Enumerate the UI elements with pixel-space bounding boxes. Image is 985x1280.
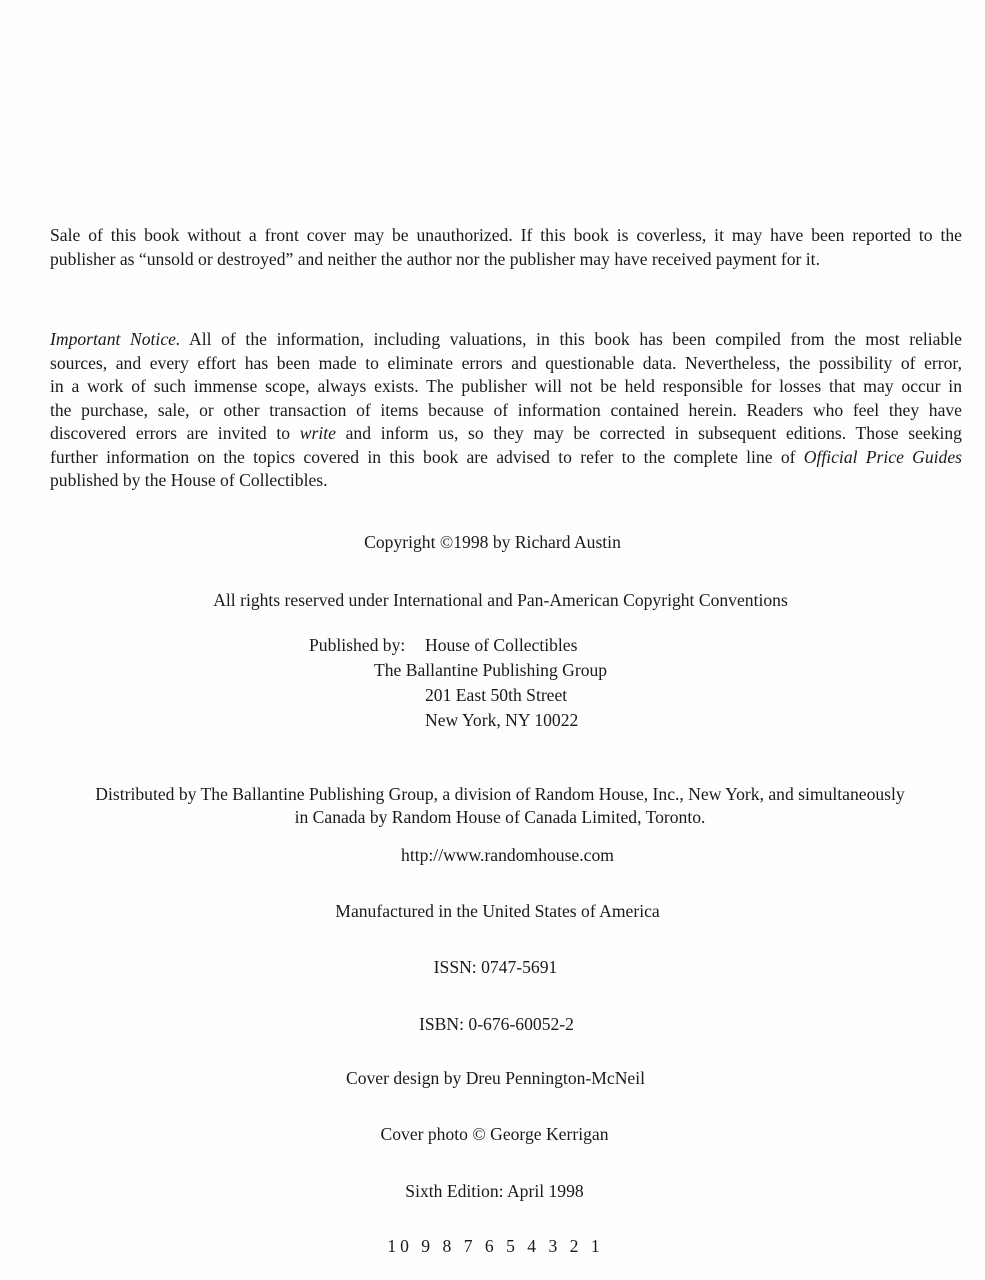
notice-emphasis: Official Price Guides xyxy=(803,446,962,467)
notice-lead: Important Notice. xyxy=(50,329,181,349)
notice-line: published by the House of Collectibles. xyxy=(50,470,328,490)
publisher-line: 201 East 50th Street xyxy=(425,685,568,705)
published-by-label: Published by: xyxy=(309,635,406,655)
copyright-line: Copyright ©1998 by Richard Austin xyxy=(364,532,621,552)
isbn-line: ISBN: 0-676-60052-2 xyxy=(419,1014,574,1034)
cover-photo-credit: Cover photo © George Kerrigan xyxy=(380,1124,609,1144)
publisher-line: New York, NY 10022 xyxy=(425,710,579,730)
notice-line xyxy=(50,422,962,446)
distribution-notice xyxy=(58,783,942,830)
notice-line: in a work of such immense scope, always exists. The publisher will not be held responsible for losses that may occur in xyxy=(50,376,962,396)
distribution-line: Distributed by The Ballantine Publishing Group, a division of Random House, Inc., New York, and simultaneously xyxy=(95,783,905,804)
website-url: http://www.randomhouse.com xyxy=(401,845,614,865)
rights-line: All rights reserved under International and Pan-American Copyright Conventions xyxy=(213,590,788,610)
manufactured-line: Manufactured in the United States of America xyxy=(335,901,660,921)
sale-notice-line: Sale of this book without a front cover may be unauthorized. If this book is coverless, it may have been reported to the xyxy=(50,225,962,245)
distribution-line: in Canada by Random House of Canada Limited, Toronto. xyxy=(294,807,706,828)
notice-emphasis: write xyxy=(299,423,336,443)
notice-line xyxy=(50,328,962,352)
notice-line: the purchase, sale, or other transaction of items because of information contained herein. Readers who feel they have xyxy=(50,399,962,420)
edition-line: Sixth Edition: April 1998 xyxy=(405,1181,584,1201)
publisher-line: The Ballantine Publishing Group xyxy=(374,660,608,680)
cover-design-credit: Cover design by Dreu Pennington-McNeil xyxy=(345,1068,646,1088)
notice-line: sources, and every effort has been made to eliminate errors and questionable data. Nevertheless, the possibility of error, xyxy=(50,352,962,373)
notice-text: and inform us, so they may be corrected in subsequent editions. Those seeking xyxy=(335,423,962,443)
issn-line: ISSN: 0747-5691 xyxy=(433,957,558,977)
important-notice xyxy=(50,328,962,493)
notice-text: All of the information, including valuations, in this book has been compiled from the most reliable xyxy=(180,329,962,349)
notice-text: discovered errors are invited to xyxy=(50,423,300,443)
publisher-line: House of Collectibles xyxy=(425,635,578,655)
printing-line: 10 9 8 7 6 5 4 3 2 1 xyxy=(387,1236,604,1256)
sale-notice xyxy=(50,224,962,271)
notice-line xyxy=(50,446,962,470)
notice-text: further information on the topics covered in this book are advised to refer to the complete line of xyxy=(50,446,804,467)
sale-notice-line: publisher as “unsold or destroyed” and neither the author nor the publisher may have received payment for it. xyxy=(50,248,820,269)
